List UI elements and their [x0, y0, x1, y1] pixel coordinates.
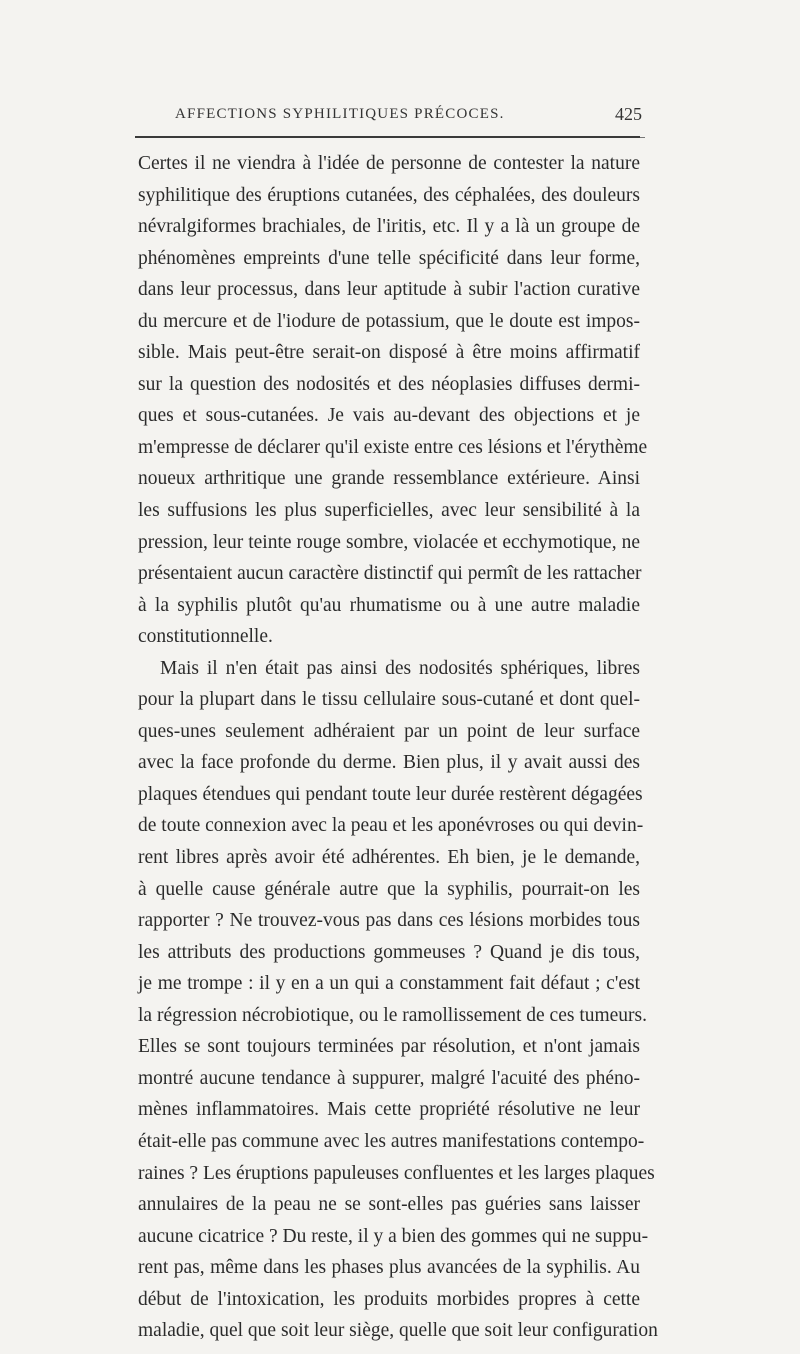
text-line: mènes inflammatoires. Mais cette propriété résolutive ne leur — [138, 1099, 640, 1121]
text-line: début de l'intoxication, les produits morbides propres à cette — [138, 1288, 640, 1310]
text-line: aucune cicatrice ? Du reste, il y a bien des gommes qui ne suppu- — [138, 1225, 649, 1247]
text-line: noueux arthritique une grande ressemblance extérieure. Ainsi — [138, 468, 640, 490]
text-line: plaques étendues qui pendant toute leur durée restèrent dégagées — [138, 783, 643, 805]
text-line: avec la face profonde du derme. Bien plus, il y avait aussi des — [138, 752, 640, 774]
text-line: m'empresse de déclarer qu'il existe entre ces lésions et l'érythème — [138, 436, 648, 458]
text-line: névralgiformes brachiales, de l'iritis, etc. Il y a là un groupe de — [138, 216, 640, 238]
text-line: de toute connexion avec la peau et les aponévroses ou qui devin- — [138, 815, 644, 837]
text-line: syphilitique des éruptions cutanées, des céphalées, des douleurs — [138, 184, 640, 206]
text-line: la régression nécrobiotique, ou le ramollissement de ces tumeurs. — [138, 1004, 648, 1026]
text-line: Elles se sont toujours terminées par résolution, et n'ont jamais — [138, 1036, 640, 1058]
text-line: dans leur processus, dans leur aptitude à subir l'action curative — [138, 279, 640, 301]
text-line: ques-unes seulement adhéraient par un point de leur surface — [138, 720, 640, 742]
text-line: montré aucune tendance à suppurer, malgré l'acuité des phéno- — [138, 1067, 640, 1089]
text-line: rent libres après avoir été adhérentes. Eh bien, je le demande, — [138, 847, 640, 869]
text-line: les suffusions les plus superficielles, avec leur sensibilité à la — [138, 500, 640, 522]
header-rule — [135, 136, 640, 138]
text-line: maladie, quel que soit leur siège, quelle que soit leur configuration — [138, 1320, 658, 1342]
text-line: présentaient aucun caractère distinctif qui permît de les rattacher — [138, 563, 642, 585]
text-line: phénomènes empreints d'une telle spécificité dans leur forme, — [138, 247, 640, 269]
text-line: était-elle pas commune avec les autres manifestations contempo- — [138, 1130, 645, 1152]
text-line: Mais il n'en était pas ainsi des nodosités sphériques, libres — [160, 657, 640, 679]
body-text — [138, 148, 658, 1347]
text-line: rent pas, même dans les phases plus avancées de la syphilis. Au — [138, 1257, 640, 1279]
page-number: 425 — [615, 104, 642, 124]
text-line: sible. Mais peut-être serait-on disposé à être moins affirmatif — [138, 342, 640, 364]
text-line: les attributs des productions gommeuses ? Quand je dis tous, — [138, 941, 640, 963]
text-line: Certes il ne viendra à l'idée de personne de contester la nature — [138, 153, 640, 174]
text-line: à quelle cause générale autre que la syphilis, pourrait-on les — [138, 878, 640, 900]
text-line: constitutionnelle. — [138, 626, 273, 648]
text-line: rapporter ? Ne trouvez-vous pas dans ces lésions morbides tous — [138, 910, 640, 932]
text-line: sur la question des nodosités et des néoplasies diffuses dermi- — [138, 373, 640, 395]
header-rule-end — [640, 137, 645, 138]
text-line: je me trompe : il y en a un qui a constamment fait défaut ; c'est — [138, 973, 640, 995]
text-line: du mercure et de l'iodure de potassium, que le doute est impos- — [138, 310, 640, 332]
text-line: raines ? Les éruptions papuleuses confluentes et les larges plaques — [138, 1162, 655, 1184]
text-line: pression, leur teinte rouge sombre, violacée et ecchymotique, ne — [138, 531, 640, 553]
text-line: ques et sous-cutanées. Je vais au-devant des objections et je — [138, 405, 640, 427]
running-head: AFFECTIONS SYPHILITIQUES PRÉCOCES. — [175, 106, 505, 122]
text-line: pour la plupart dans le tissu cellulaire sous-cutané et dont quel- — [138, 689, 640, 711]
text-line: annulaires de la peau ne se sont-elles pas guéries sans laisser — [138, 1194, 640, 1216]
text-line: à la syphilis plutôt qu'au rhumatisme ou à une autre maladie — [138, 594, 640, 616]
